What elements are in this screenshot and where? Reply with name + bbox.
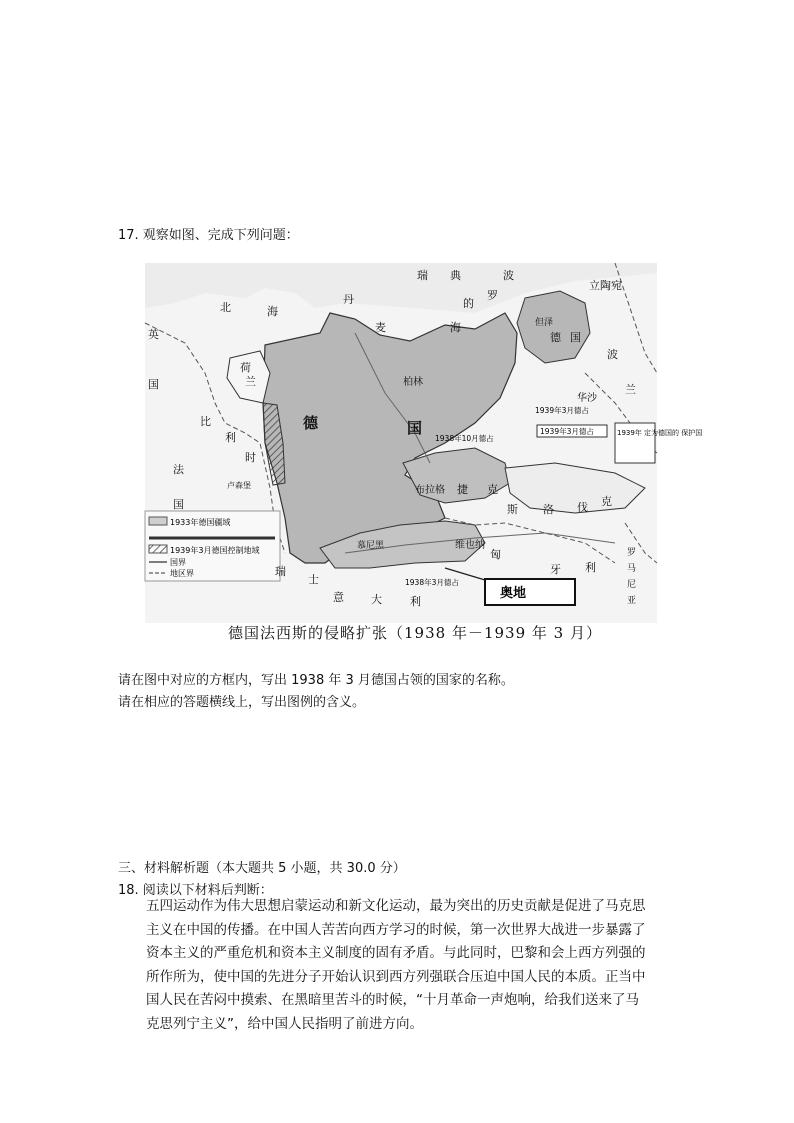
label-denmark-1: 丹 [343, 293, 354, 306]
label-it-2: 大 [371, 593, 382, 606]
legend-label-1939: 1939年3月德国控制地域 [170, 546, 260, 555]
map-caption: 德国法西斯的侵略扩张（1938 年－1939 年 3 月） [228, 624, 602, 642]
label-hu-1: 匈 [490, 548, 501, 561]
passage-line: 五四运动作为伟大思想启蒙运动和新文化运动，最为突出的历史贡献是促进了马克思 [146, 898, 646, 914]
legend-label-national: 国界 [170, 558, 186, 567]
label-baltic-1: 波 [503, 269, 514, 282]
passage-line: 资本主义的严重危机和资本主义制度的固有矛盾。与此同时，巴黎和会上西方列强的 [146, 945, 646, 961]
label-eprussia-1: 德 [550, 331, 561, 344]
label-ch-2: 士 [308, 573, 319, 586]
label-danzig: 但泽 [535, 318, 554, 328]
label-sk-3: 伐 [577, 501, 588, 514]
label-nl-2: 兰 [245, 375, 256, 388]
label-vienna: 维也纳 [455, 540, 485, 551]
label-sk-2: 洛 [543, 503, 554, 516]
label-hu-3: 利 [585, 561, 596, 574]
label-ro-4: 亚 [627, 596, 637, 606]
label-luxembourg: 卢森堡 [227, 481, 251, 490]
map-figure [145, 263, 703, 623]
label-denmark-2: 麦 [375, 321, 386, 334]
legend-label-1933: 1933年德国疆域 [170, 518, 231, 527]
question-18-passage [146, 895, 666, 1036]
label-ro-2: 马 [627, 564, 637, 574]
annotation-bohemia: 1939年3月德占 [535, 406, 589, 415]
label-munich: 慕尼黑 [357, 541, 385, 551]
answer-box-text: 奥地 [500, 586, 527, 601]
label-lithuania: 立陶宛 [589, 279, 622, 292]
label-it-1: 意 [333, 591, 344, 604]
passage-line: 国人民在苦闷中摸索、在黑暗里苦斗的时候，“十月革命一声炮响，给我们送来了马 [146, 992, 639, 1008]
label-sk-1: 斯 [507, 503, 518, 516]
label-fr-1: 法 [173, 463, 184, 476]
legend-swatch-1939 [149, 545, 167, 553]
legend-label-regional: 地区界 [170, 569, 194, 578]
label-prague: 布拉格 [415, 485, 445, 496]
question-17-label: 17. 观察如图、完成下列问题： [118, 228, 299, 243]
label-ro-1: 罗 [627, 548, 637, 558]
label-warsaw: 华沙 [577, 393, 597, 404]
label-sweden-1: 瑞 [417, 269, 428, 282]
label-ch-1: 瑞 [275, 565, 286, 578]
label-poland-1: 波 [607, 348, 618, 361]
label-uk-2: 国 [148, 378, 159, 391]
annotation-memel: 1939年3月德占 [540, 427, 594, 436]
instruction-line-1: 请在图中对应的方框内，写出 1938 年 3 月德国占领的国家的名称。 [118, 673, 514, 688]
question-18-label: 18. 阅读以下材料后判断： [118, 883, 273, 898]
label-eprussia-2: 国 [570, 331, 581, 344]
label-north-2: 海 [267, 305, 278, 318]
label-ro-3: 尼 [627, 580, 637, 590]
label-baltic-3: 的 [463, 297, 474, 310]
label-uk-1: 英 [148, 328, 159, 341]
label-be-2: 利 [225, 431, 236, 444]
label-hu-2: 牙 [550, 563, 561, 576]
label-fr-2: 国 [173, 498, 184, 511]
label-berlin: 柏林 [403, 377, 423, 388]
label-it-3: 利 [410, 595, 421, 608]
annotation-protectorate: 1939年 定为德国的 保护国 [617, 429, 703, 437]
instruction-line-2: 请在相应的答题横线上，写出图例的含义。 [118, 695, 366, 710]
legend-swatch-1933 [149, 517, 167, 525]
label-nl-1: 荷 [240, 361, 251, 374]
label-be-1: 比 [200, 415, 211, 428]
annotation-sudeten: 1938年10月德占 [435, 434, 494, 443]
label-sk-4: 克 [601, 495, 612, 508]
label-cz-2: 克 [487, 483, 498, 496]
label-cz-1: 捷 [457, 483, 468, 496]
section-3-heading: 三、材料解析题（本大题共 5 小题，共 30.0 分） [118, 861, 406, 876]
label-sweden-2: 典 [450, 269, 461, 282]
passage-line: 主义在中国的传播。在中国人苦苦向西方学习的时候，第一次世界大战进一步暴露了 [146, 921, 646, 938]
annotation-austria: 1938年3月德占 [405, 578, 459, 587]
label-be-3: 时 [245, 451, 256, 464]
answer-box[interactable] [485, 579, 575, 605]
label-baltic-2: 罗 [487, 289, 498, 302]
passage-line: 所作所为，使中国的先进分子开始认识到西方列强联合压迫中国人民的本质。正当中 [146, 968, 646, 985]
passage-line: 克思列宁主义”，给中国人民指明了前进方向。 [146, 1015, 423, 1032]
label-poland-2: 兰 [625, 383, 636, 396]
label-baltic-4: 海 [450, 321, 461, 334]
label-germany-1: 德 [303, 414, 319, 432]
label-north-1: 北 [220, 301, 231, 314]
label-germany-2: 国 [407, 419, 423, 437]
